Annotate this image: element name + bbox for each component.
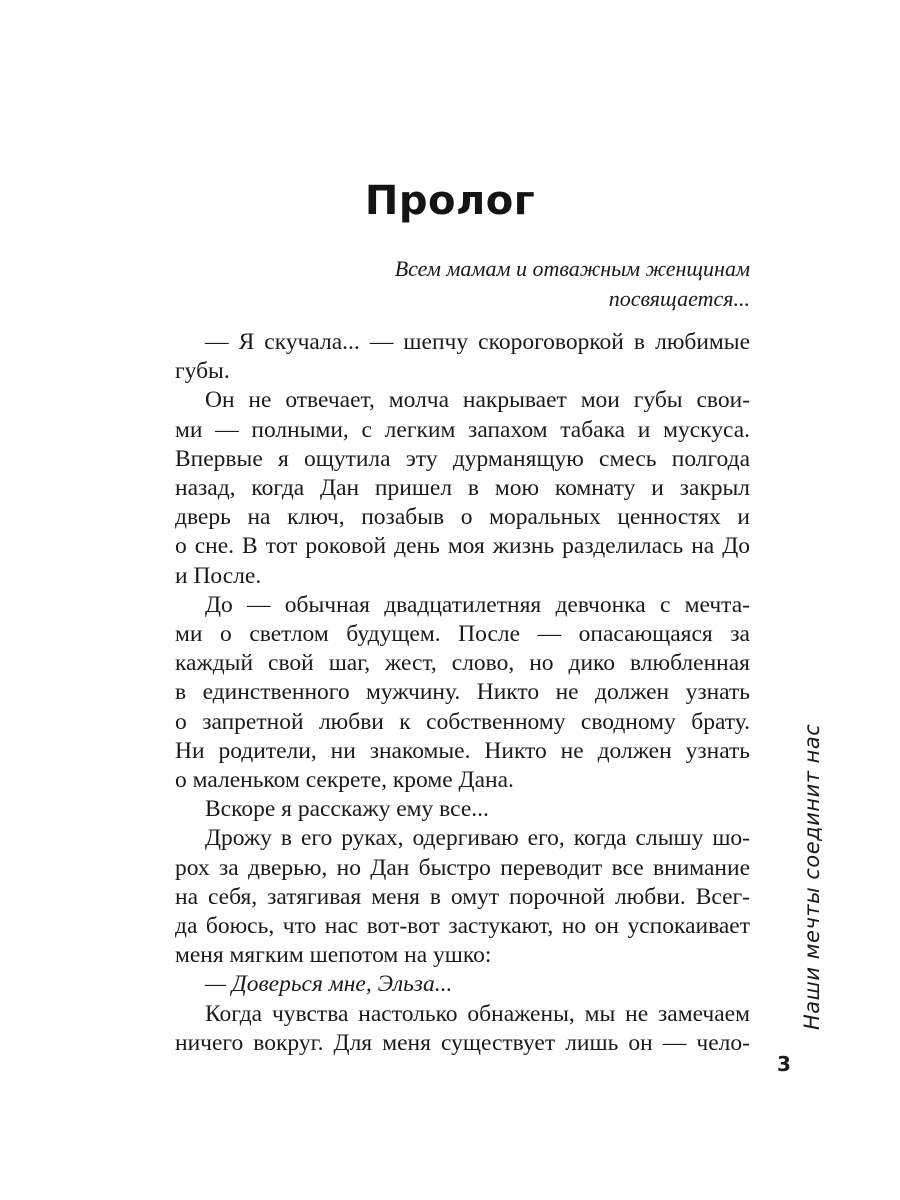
text-line: каждый свой шаг, жест, слово, но дико влюбленная — [175, 650, 750, 677]
text-line: да боюсь, что нас вот-вот застукают, но он успокаивает — [175, 913, 750, 940]
text-line: меня мягким шепотом на ушко: — [175, 942, 492, 969]
text-line: губы. — [175, 358, 230, 385]
text-line: на себя, затягивая меня в омут порочной любви. Всег- — [175, 883, 750, 910]
running-title: Наши мечты соединит нас — [800, 723, 824, 1030]
text-line: о маленьком секрете, кроме Дана. — [175, 767, 514, 794]
page-number: 3 — [777, 1052, 791, 1076]
epigraph-line: Всем мамам и отважным женщинам — [394, 256, 750, 281]
text-line: назад, когда Дан пришел в мою комнату и закрыл — [175, 475, 750, 502]
text-line: Впервые я ощутила эту дурманящую смесь полгода — [175, 445, 750, 472]
chapter-title: Пролог — [364, 178, 536, 224]
text-line: ми о светлом будущем. После — опасающаяся за — [175, 621, 750, 648]
text-line: Ни родители, ни знакомые. Никто не должен узнать — [175, 737, 750, 764]
text-line: Вскоре я расскажу ему все... — [205, 796, 489, 823]
text-line: ми — полными, с легким запахом табака и мускуса. — [175, 416, 750, 443]
text-line: о сне. В тот роковой день моя жизнь разделилась на До — [175, 533, 750, 560]
text-line: Когда чувства настолько обнажены, мы не замечаем — [205, 1000, 750, 1027]
text-line: в единственного мужчину. Никто не должен узнать — [175, 679, 750, 706]
text-line: и После. — [175, 562, 262, 589]
epigraph — [330, 254, 750, 314]
text-line: — Я скучала... — шепчу скороговоркой в любимые — [205, 329, 750, 355]
text-line: Он не отвечает, молча накрывает мои губы свои- — [205, 387, 750, 414]
body-text — [175, 328, 750, 1058]
text-line: о запретной любви к собственному сводному брату. — [175, 708, 750, 735]
text-line: рох за дверью, но Дан быстро переводит все внимание — [175, 854, 750, 881]
text-line: До — обычная двадцатилетняя девчонка с мечта- — [205, 591, 750, 618]
text-line: Дрожу в его руках, одергиваю его, когда слышу шо- — [205, 825, 750, 852]
dialogue-line: — Доверься мне, Эльза... — [205, 971, 453, 998]
text-line: дверь на ключ, позабыв о моральных ценностях и — [175, 504, 750, 531]
epigraph-line: посвящается... — [608, 286, 750, 311]
text-line: ничего вокруг. Для меня существует лишь он — чело- — [175, 1029, 750, 1056]
